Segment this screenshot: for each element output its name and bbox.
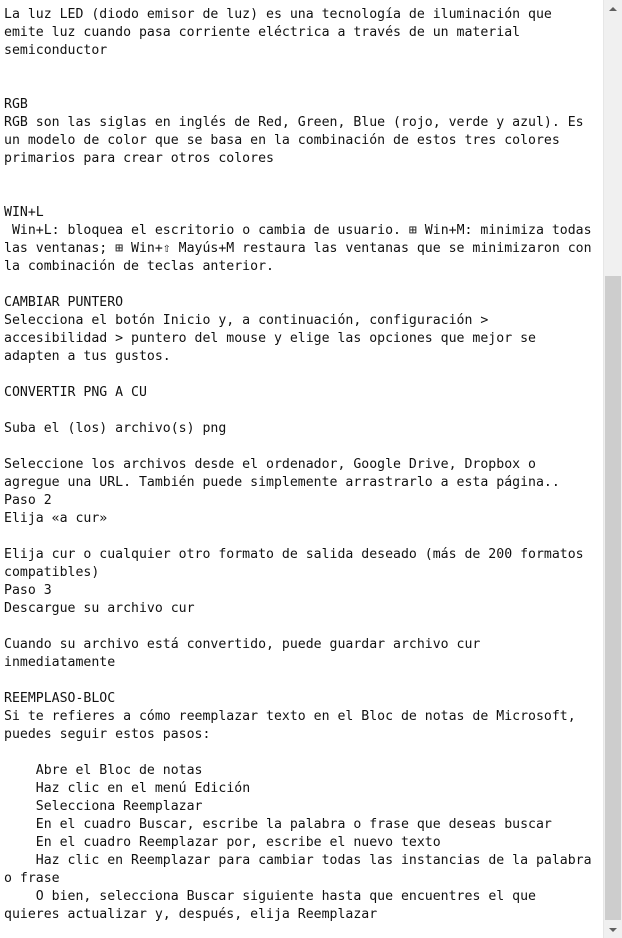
text-line: En el cuadro Reemplazar por, escribe el nuevo texto (4, 835, 441, 850)
text-line: RGB (4, 97, 28, 112)
text-line: REEMPLASO-BLOC (4, 691, 116, 706)
text-line: Descargue su archivo cur (4, 601, 195, 616)
text-line: primarios para crear otros colores (4, 151, 274, 166)
text-line: agregue una URL. También puede simplemente arrastrarlo a esta página.. (4, 475, 560, 490)
text-line: o frase (4, 871, 60, 886)
text-line: En el cuadro Buscar, escribe la palabra o frase que deseas buscar (4, 817, 552, 832)
scroll-down-button[interactable] (604, 921, 622, 938)
text-line: Elija cur o cualquier otro formato de salida deseado (más de 200 formatos (4, 547, 584, 562)
text-line: Abre el Bloc de notas (4, 763, 203, 778)
text-line: quieres actualizar y, después, elija Reemplazar (4, 907, 378, 922)
text-line: Haz clic en Reemplazar para cambiar todas las instancias de la palabra (4, 853, 592, 868)
text-line: Win+L: bloquea el escritorio o cambia de usuario. ⊞ Win+M: minimiza todas (4, 223, 592, 238)
text-line: Suba el (los) archivo(s) png (4, 421, 227, 436)
text-line (4, 528, 603, 546)
text-line: la combinación de teclas anterior. (4, 259, 274, 274)
text-line: CAMBIAR PUNTERO (4, 295, 124, 310)
text-line: Si te refieres a cómo reemplazar texto en el Bloc de notas de Microsoft, (4, 709, 576, 724)
text-line: CONVERTIR PNG A CU (4, 385, 147, 400)
text-line: emite luz cuando pasa corriente eléctrica a través de un material (4, 25, 521, 40)
text-line: Seleccione los archivos desde el ordenador, Google Drive, Dropbox o (4, 457, 536, 472)
text-line: adapten a tus gustos. (4, 349, 171, 364)
text-line (4, 438, 603, 456)
scroll-up-button[interactable] (604, 0, 622, 17)
text-line: puedes seguir estos pasos: (4, 727, 211, 742)
text-line (4, 60, 603, 78)
text-line: Cuando su archivo está convertido, puede guardar archivo cur (4, 637, 481, 652)
vertical-scrollbar[interactable] (603, 0, 622, 938)
scroll-thumb[interactable] (605, 276, 621, 920)
text-line (4, 186, 603, 204)
text-line: O bien, selecciona Buscar siguiente hasta que encuentres el que (4, 889, 536, 904)
text-line (4, 402, 603, 420)
text-line: inmediatamente (4, 655, 116, 670)
text-line: las ventanas; ⊞ Win+⇧ Mayús+M restaura las ventanas que se minimizaron con (4, 241, 592, 256)
text-line (4, 276, 603, 294)
text-line: RGB son las siglas en inglés de Red, Green, Blue (rojo, verde y azul). Es (4, 115, 584, 130)
text-line (4, 366, 603, 384)
text-line: La luz LED (diodo emisor de luz) es una tecnología de iluminación que (4, 7, 552, 22)
text-line: Elija «a cur» (4, 511, 108, 526)
text-line: accesibilidad > puntero del mouse y elige las opciones que mejor se (4, 331, 536, 346)
chevron-up-icon (609, 7, 617, 11)
text-line: Paso 2 (4, 493, 52, 508)
text-line: Haz clic en el menú Edición (4, 781, 251, 796)
text-line (4, 672, 603, 690)
text-line (4, 744, 603, 762)
text-line: Selecciona el botón Inicio y, a continuación, configuración > (4, 313, 489, 328)
text-line: semiconductor (4, 43, 108, 58)
text-line (4, 618, 603, 636)
text-line: compatibles) (4, 565, 100, 580)
chevron-down-icon (609, 928, 617, 932)
text-line (4, 168, 603, 186)
text-line: un modelo de color que se basa en la combinación de estos tres colores (4, 133, 560, 148)
text-line: Paso 3 (4, 583, 52, 598)
text-line: WIN+L (4, 205, 44, 220)
text-line: Selecciona Reemplazar (4, 799, 203, 814)
text-line (4, 78, 603, 96)
